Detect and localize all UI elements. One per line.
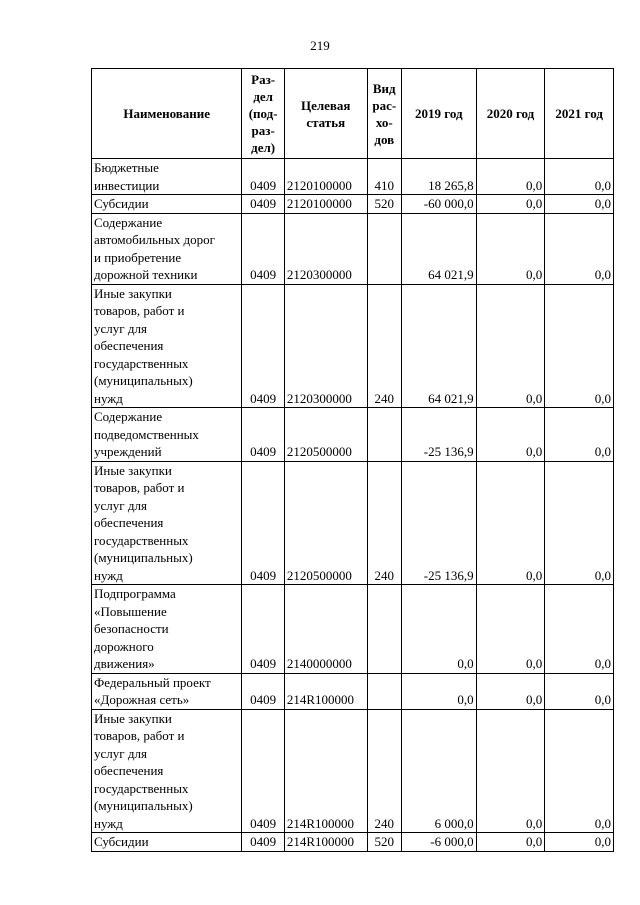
header-2020: 2020 год <box>476 69 545 159</box>
cell-vid <box>367 585 401 674</box>
cell-vid: 240 <box>367 284 401 408</box>
cell-2019: -25 136,9 <box>401 408 476 462</box>
cell-2019: 6 000,0 <box>401 709 476 833</box>
cell-target: 214R100000 <box>284 709 367 833</box>
cell-2021: 0,0 <box>545 159 614 195</box>
cell-2020: 0,0 <box>476 284 545 408</box>
header-name: Наименование <box>92 69 242 159</box>
cell-name: Иные закупки товаров, работ и услуг для обеспечения государственных (муниципальных) нужд <box>92 284 242 408</box>
cell-name: Субсидии <box>92 195 242 214</box>
cell-name: Иные закупки товаров, работ и услуг для обеспечения государственных (муниципальных) нужд <box>92 709 242 833</box>
cell-vid: 520 <box>367 833 401 852</box>
cell-2019: 64 021,9 <box>401 284 476 408</box>
cell-2019: 18 265,8 <box>401 159 476 195</box>
cell-2019: -6 000,0 <box>401 833 476 852</box>
cell-2019: -25 136,9 <box>401 461 476 585</box>
table-row <box>92 213 614 284</box>
cell-section: 0409 <box>242 673 284 709</box>
header-section: Раз- дел (под- раз- дел) <box>242 69 284 159</box>
cell-2021: 0,0 <box>545 833 614 852</box>
table-row <box>92 408 614 462</box>
cell-name: Подпрограмма «Повышение безопасности дорожного движения» <box>92 585 242 674</box>
cell-vid <box>367 673 401 709</box>
cell-target: 2120300000 <box>284 213 367 284</box>
cell-name: Содержание автомобильных дорог и приобретение дорожной техники <box>92 213 242 284</box>
table-row <box>92 585 614 674</box>
cell-section: 0409 <box>242 408 284 462</box>
cell-2021: 0,0 <box>545 709 614 833</box>
cell-target: 2120500000 <box>284 461 367 585</box>
cell-2019: 0,0 <box>401 585 476 674</box>
cell-2020: 0,0 <box>476 213 545 284</box>
cell-name: Содержание подведомственных учреждений <box>92 408 242 462</box>
page-number: 219 <box>310 38 330 53</box>
table-row <box>92 159 614 195</box>
cell-2021: 0,0 <box>545 284 614 408</box>
cell-target: 214R100000 <box>284 673 367 709</box>
header-vid: Вид рас- хо- дов <box>367 69 401 159</box>
cell-vid: 240 <box>367 709 401 833</box>
table-row <box>92 195 614 214</box>
cell-target: 2120300000 <box>284 284 367 408</box>
cell-section: 0409 <box>242 585 284 674</box>
table-row <box>92 673 614 709</box>
cell-2021: 0,0 <box>545 585 614 674</box>
cell-section: 0409 <box>242 195 284 214</box>
cell-2020: 0,0 <box>476 585 545 674</box>
cell-vid <box>367 213 401 284</box>
cell-2021: 0,0 <box>545 461 614 585</box>
cell-name: Иные закупки товаров, работ и услуг для обеспечения государственных (муниципальных) нужд <box>92 461 242 585</box>
cell-2020: 0,0 <box>476 673 545 709</box>
cell-section: 0409 <box>242 159 284 195</box>
cell-target: 2140000000 <box>284 585 367 674</box>
cell-2021: 0,0 <box>545 213 614 284</box>
cell-2020: 0,0 <box>476 461 545 585</box>
header-target: Целевая статья <box>284 69 367 159</box>
cell-section: 0409 <box>242 709 284 833</box>
cell-2021: 0,0 <box>545 195 614 214</box>
cell-2020: 0,0 <box>476 833 545 852</box>
cell-target: 2120100000 <box>284 159 367 195</box>
cell-name: Субсидии <box>92 833 242 852</box>
budget-table <box>91 68 614 852</box>
table-row <box>92 833 614 852</box>
cell-name: Бюджетные инвестиции <box>92 159 242 195</box>
cell-vid: 520 <box>367 195 401 214</box>
cell-vid: 240 <box>367 461 401 585</box>
cell-2019: -60 000,0 <box>401 195 476 214</box>
cell-section: 0409 <box>242 284 284 408</box>
cell-2020: 0,0 <box>476 159 545 195</box>
table-row <box>92 709 614 833</box>
cell-name: Федеральный проект «Дорожная сеть» <box>92 673 242 709</box>
table-row <box>92 461 614 585</box>
cell-section: 0409 <box>242 833 284 852</box>
header-2021: 2021 год <box>545 69 614 159</box>
cell-2021: 0,0 <box>545 673 614 709</box>
header-2019: 2019 год <box>401 69 476 159</box>
cell-target: 214R100000 <box>284 833 367 852</box>
cell-vid <box>367 408 401 462</box>
cell-target: 2120100000 <box>284 195 367 214</box>
cell-2020: 0,0 <box>476 709 545 833</box>
table-row <box>92 284 614 408</box>
cell-target: 2120500000 <box>284 408 367 462</box>
cell-2021: 0,0 <box>545 408 614 462</box>
cell-vid: 410 <box>367 159 401 195</box>
cell-2020: 0,0 <box>476 195 545 214</box>
cell-2020: 0,0 <box>476 408 545 462</box>
cell-2019: 0,0 <box>401 673 476 709</box>
cell-section: 0409 <box>242 461 284 585</box>
cell-section: 0409 <box>242 213 284 284</box>
header-row <box>92 69 614 159</box>
cell-2019: 64 021,9 <box>401 213 476 284</box>
